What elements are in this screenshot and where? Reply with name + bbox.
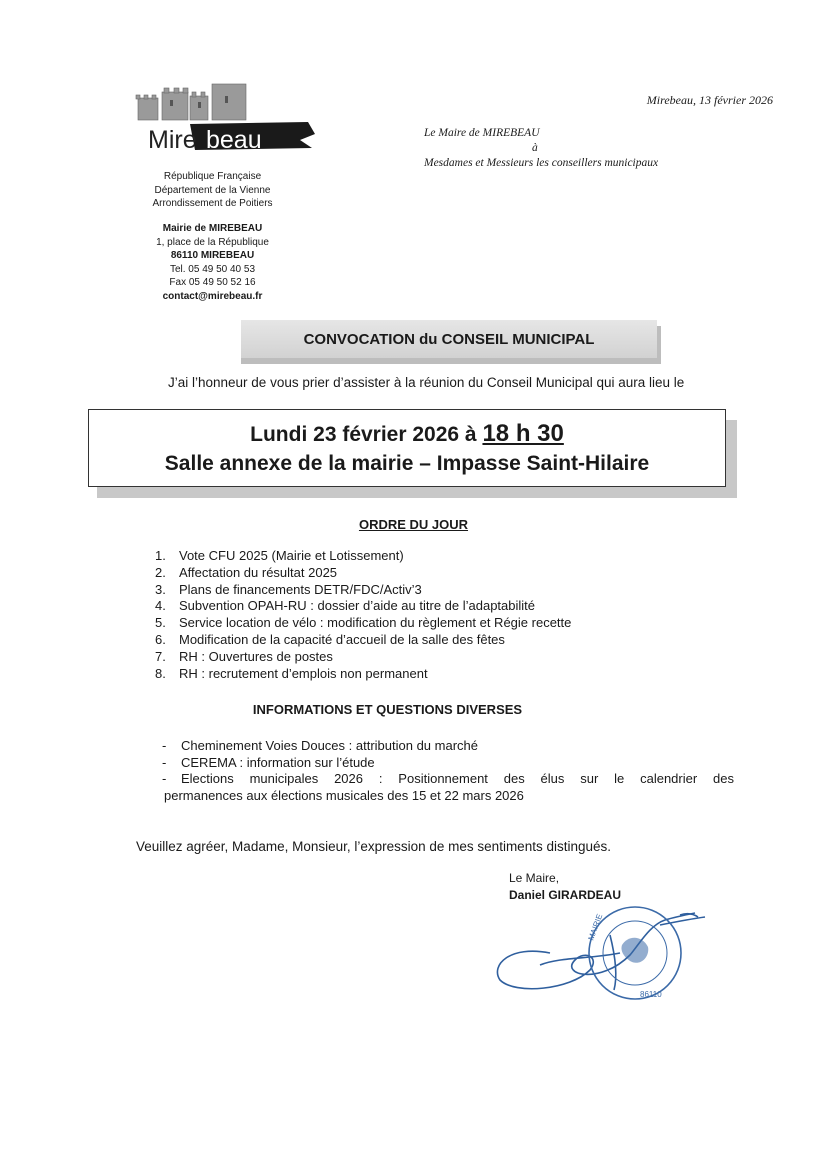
letter-date: Mirebeau, 13 février 2026 [646, 93, 773, 107]
meeting-place: Salle annexe de la mairie – Impasse Saint-Hilaire [164, 452, 650, 475]
info-item [162, 738, 734, 755]
address-line: 1, place de la République [156, 236, 269, 248]
dash-bullet: - [162, 738, 167, 753]
agenda-text: Service location de vélo : modification du règlement et Régie recette [179, 615, 572, 631]
agenda-text: Subvention OPAH-RU : dossier d’aide au titre de l’adaptabilité [179, 598, 536, 614]
agenda-list [155, 548, 571, 682]
logo-text-right: beau [206, 126, 262, 154]
fax: Fax 05 49 50 52 16 [169, 277, 256, 288]
republic-line: Arrondissement de Poitiers [152, 198, 273, 209]
email-link[interactable]: contact@mirebeau.fr [162, 290, 263, 302]
logo-text-left: Mire [148, 126, 197, 154]
stamp-icon [586, 907, 681, 999]
agenda-item [155, 632, 571, 649]
agenda-num: 2. [155, 564, 166, 580]
agenda-title: ORDRE DU JOUR [358, 517, 469, 532]
agenda-num: 3. [155, 581, 166, 597]
agenda-text: Affectation du résultat 2025 [179, 564, 338, 580]
agenda-item [155, 666, 571, 683]
mirebeau-logo [130, 82, 320, 160]
agenda-num: 4. [155, 598, 166, 614]
to-word: à [532, 142, 538, 154]
closing-text: Veuillez agréer, Madame, Monsieur, l’expression de mes sentiments distingués. [136, 839, 611, 854]
agenda-num: 8. [155, 665, 166, 681]
info-text: CEREMA : information sur l’étude [181, 754, 375, 770]
info-continuation: permanences aux élections musicales des 15 et 22 mars 2026 [164, 787, 524, 803]
agenda-item [155, 598, 571, 615]
meeting-box [88, 409, 726, 487]
agenda-text: Modification de la capacité d’accueil de la salle des fêtes [179, 631, 505, 647]
agenda-text: RH : recrutement d’emplois non permanent [179, 665, 428, 681]
info-item [162, 755, 734, 772]
agenda-item [155, 582, 571, 599]
agenda-item [155, 649, 571, 666]
svg-text:MAIRIE: MAIRIE [586, 912, 605, 942]
republic-info [125, 170, 300, 211]
agenda-item [155, 548, 571, 565]
svg-text:86110: 86110 [640, 990, 662, 999]
agenda-num: 7. [155, 648, 166, 664]
banner-title: CONVOCATION du CONSEIL MUNICIPAL [241, 320, 657, 358]
convocation-banner [241, 320, 661, 362]
agenda-text: RH : Ouvertures de postes [179, 648, 333, 664]
agenda-text: Vote CFU 2025 (Mairie et Lotissement) [179, 548, 404, 563]
signature-stamp [490, 895, 720, 1005]
phone: Tel. 05 49 50 40 53 [169, 263, 256, 275]
agenda-text: Plans de financements DETR/FDC/Activ’3 [179, 581, 422, 597]
mairie-address [125, 222, 300, 303]
address-line: Mairie de MIREBEAU [162, 223, 263, 234]
agenda-item [155, 615, 571, 632]
meeting-date-text: Lundi 23 février 2026 à [250, 423, 483, 446]
republic-line: République Française [163, 171, 262, 182]
dash-bullet: - [162, 754, 167, 770]
meeting-time: 18 h 30 [482, 420, 564, 447]
info-list [162, 738, 734, 804]
intro-text: J’ai l’honneur de vous prier d’assister à la réunion du Conseil Municipal qui aura lieu le [168, 375, 685, 390]
signer-name: Daniel GIRARDEAU [509, 888, 622, 902]
agenda-num: 1. [155, 548, 166, 563]
dash-bullet: - [162, 771, 167, 786]
info-text: Elections municipales 2026 : Positionnement des élus sur le calendrier des [181, 771, 734, 786]
info-title: INFORMATIONS ET QUESTIONS DIVERSES [252, 702, 523, 717]
recipient-block [424, 126, 658, 171]
info-item [162, 771, 734, 788]
meeting-date [89, 419, 725, 449]
recipients: Mesdames et Messieurs les conseillers municipaux [424, 157, 659, 169]
republic-line: Département de la Vienne [154, 184, 271, 196]
sender: Le Maire de MIREBEAU [424, 127, 540, 139]
agenda-num: 5. [155, 615, 166, 631]
signer-role: Le Maire, [509, 871, 560, 885]
address-line: 86110 MIREBEAU [170, 250, 255, 261]
agenda-item [155, 565, 571, 582]
agenda-num: 6. [155, 631, 166, 647]
info-text: Cheminement Voies Douces : attribution du marché [181, 738, 478, 753]
